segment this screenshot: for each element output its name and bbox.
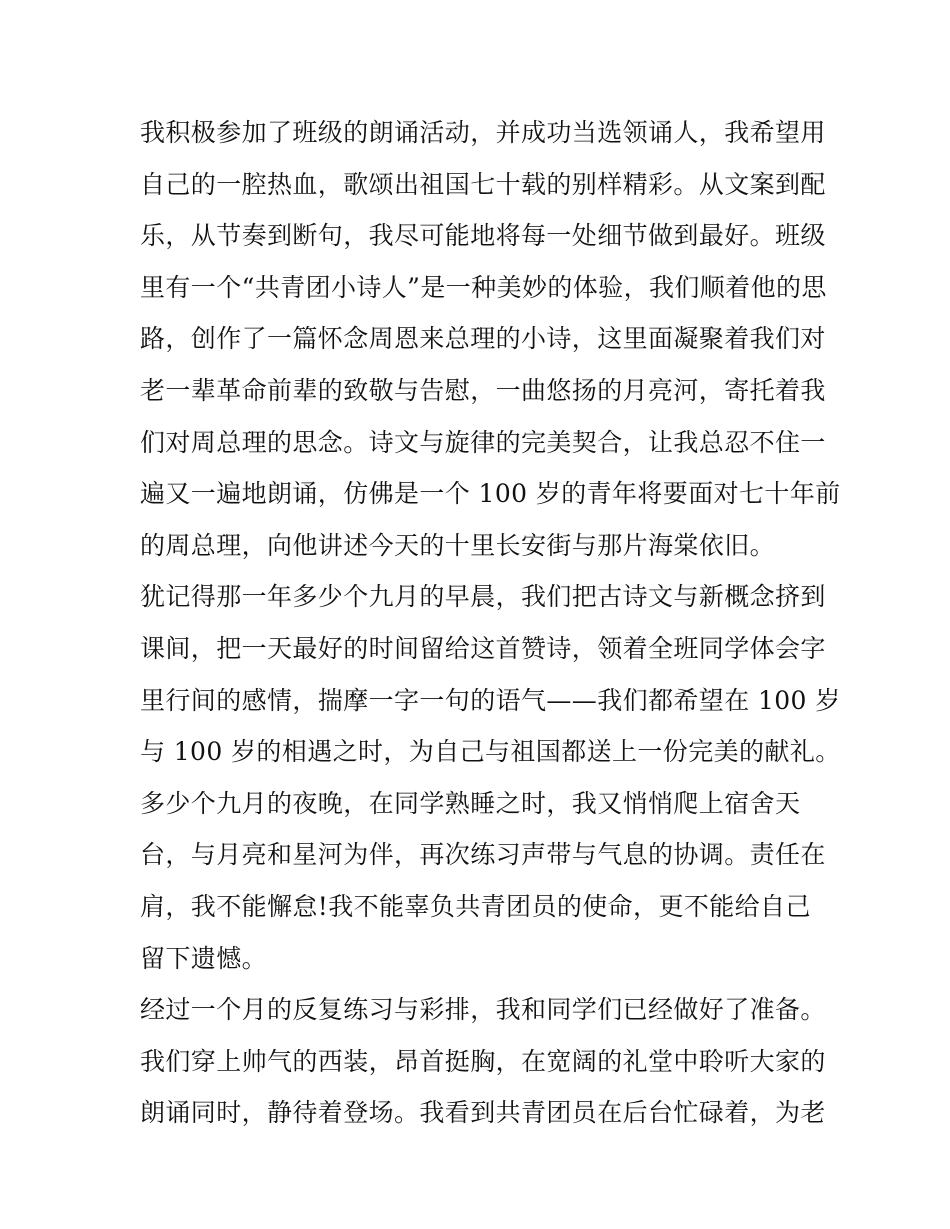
text-line: 多少个九月的夜晚，在同学熟睡之时，我又悄悄爬上宿舍天 [140,788,801,818]
text-line: 遍又一遍地朗诵，仿佛是一个 100 岁的青年将要面对七十年前 [140,479,841,509]
text-line: 朗诵同时，静待着登场。我看到共青团员在后台忙碌着，为老 [140,1098,826,1128]
text-line: 经过一个月的反复练习与彩排，我和同学们已经做好了准备。 [140,995,826,1025]
text-line: 自己的一腔热血，歌颂出祖国七十载的别样精彩。从文案到配 [140,169,826,199]
text-line: 犹记得那一年多少个九月的早晨，我们把古诗文与新概念挤到 [140,582,826,612]
text-line: 肩，我不能懈怠!我不能辜负共青团员的使命，更不能给自己 [140,891,811,921]
text-line: 路，创作了一篇怀念周恩来总理的小诗，这里面凝聚着我们对 [140,324,826,354]
text-line: 的周总理，向他讲述今天的十里长安街与那片海棠依旧。 [140,530,776,560]
text-line: 老一辈革命前辈的致敬与告慰，一曲悠扬的月亮河，寄托着我 [140,375,826,405]
text-line: 台，与月亮和星河为伴，再次练习声带与气息的协调。责任在 [140,840,826,870]
text-line: 留下遗憾。 [140,943,268,973]
text-line: 我们穿上帅气的西装，昂首挺胸，在宽阔的礼堂中聆听大家的 [140,1046,826,1076]
text-line: 里行间的感情，揣摩一字一句的语气——我们都希望在 100 岁 [140,685,841,715]
text-line: 与 100 岁的相遇之时，为自己与祖国都送上一份完美的献礼。 [140,737,841,767]
text-line: 们对周总理的思念。诗文与旋律的完美契合，让我总忍不住一 [140,427,826,457]
body-text [140,107,841,1139]
text-line: 我积极参加了班级的朗诵活动，并成功当选领诵人，我希望用 [140,118,826,147]
text-line: 课间，把一天最好的时间留给这首赞诗，领着全班同学体会字 [140,633,826,663]
text-line: 乐，从节奏到断句，我尽可能地将每一处细节做到最好。班级 [140,221,826,251]
text-line: 里有一个“共青团小诗人”是一种美妙的体验，我们顺着他的思 [140,272,827,302]
